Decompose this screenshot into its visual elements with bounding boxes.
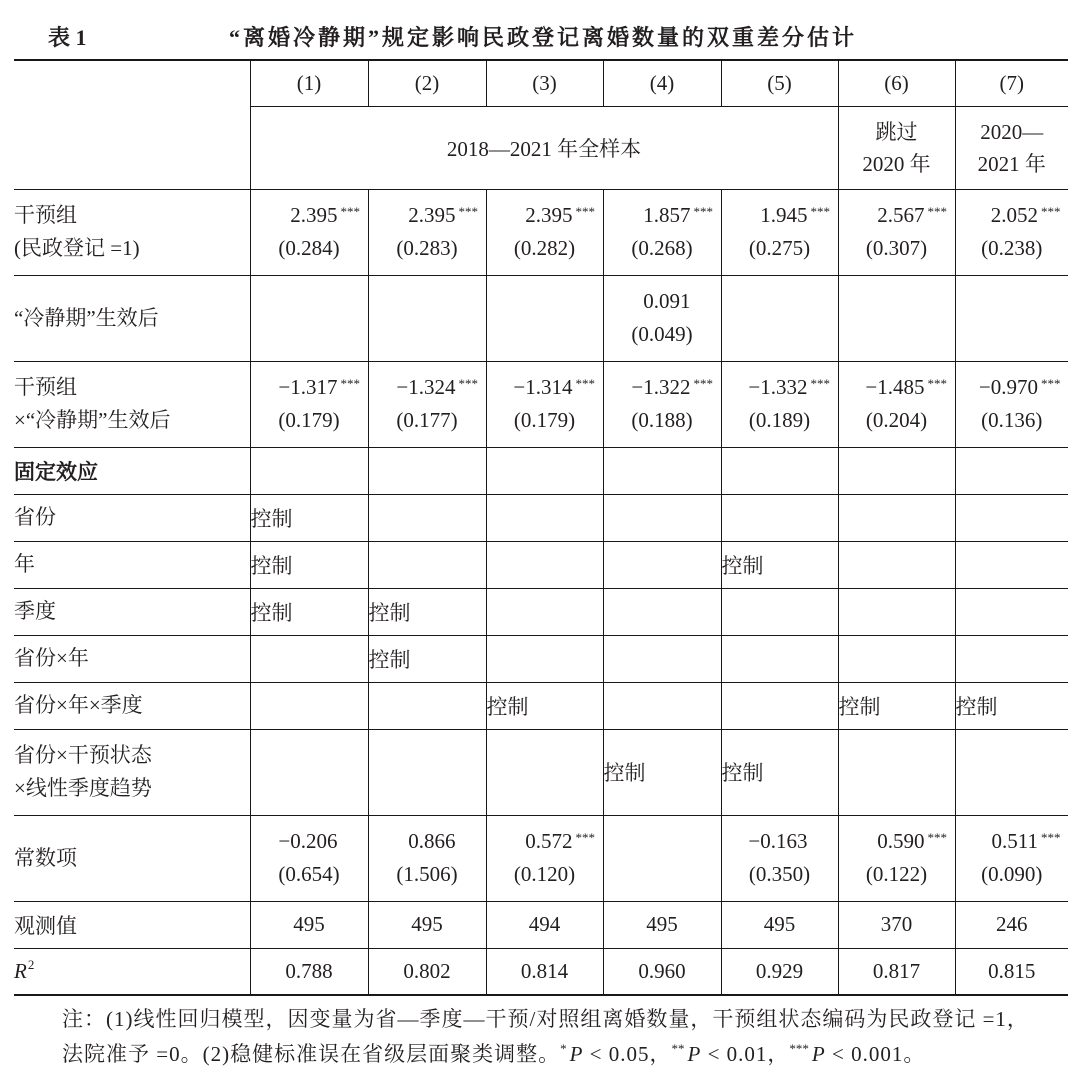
coefficient-value: 1.945 xyxy=(760,203,808,227)
coefficient-value: −0.163 xyxy=(748,829,808,853)
sample-label-line: 2020— xyxy=(980,119,1044,144)
control-indicator: 控制 xyxy=(250,494,368,541)
note-text: < 0.05， xyxy=(583,1042,672,1066)
standard-error: (0.090) xyxy=(981,862,1043,886)
coefficient-line xyxy=(369,371,486,404)
coefficient xyxy=(631,375,713,399)
empty-cell xyxy=(838,635,955,682)
coefficient xyxy=(290,203,360,227)
note-text: 法院准予 =0。(2)稳健标准误在省级层面聚类调整。 xyxy=(62,1042,561,1066)
estimate-cell xyxy=(250,189,368,275)
fixed-effect-row xyxy=(14,729,1068,815)
row-label-line: 省份×年×季度 xyxy=(14,693,143,717)
column-number: (1) xyxy=(250,60,368,106)
coefficient-line xyxy=(956,371,1069,404)
empty-cell xyxy=(368,541,486,588)
coefficient-line xyxy=(956,199,1069,232)
coefficient xyxy=(513,375,595,399)
coefficient xyxy=(525,829,595,853)
coefficient xyxy=(408,203,478,227)
sample-full-period: 2018—2021 年全样本 xyxy=(250,106,838,189)
coefficient-line xyxy=(251,199,368,232)
estimate-cell xyxy=(486,361,603,447)
empty-cell xyxy=(250,682,368,729)
row-label-line: 省份 xyxy=(14,505,56,529)
column-number: (7) xyxy=(955,60,1068,106)
control-indicator: 控制 xyxy=(721,729,838,815)
coefficient-value: 0.572 xyxy=(525,829,573,853)
empty-cell xyxy=(721,494,838,541)
empty-cell xyxy=(486,588,603,635)
coefficient-value: 2.567 xyxy=(877,203,925,227)
standard-error: (0.238) xyxy=(981,236,1043,260)
empty-cell xyxy=(838,494,955,541)
row-label xyxy=(14,361,250,447)
row-label xyxy=(14,815,250,901)
coefficient-line xyxy=(839,825,955,858)
coefficient-value: 0.590 xyxy=(877,829,925,853)
standard-error: (0.049) xyxy=(631,322,693,346)
statistic-value: 0.814 xyxy=(486,948,603,995)
coefficient xyxy=(991,829,1061,853)
empty-cell xyxy=(955,447,1068,494)
empty-cell xyxy=(368,494,486,541)
statistic-value: 495 xyxy=(368,901,486,948)
empty-cell xyxy=(250,275,368,361)
statistic-value: 495 xyxy=(603,901,721,948)
coefficient xyxy=(643,289,690,313)
statistic-value: 0.788 xyxy=(250,948,368,995)
empty-cell xyxy=(603,815,721,901)
significance-marker: *** xyxy=(789,1041,809,1056)
estimate-cell xyxy=(486,189,603,275)
statistic-value: 0.960 xyxy=(603,948,721,995)
empty-cell xyxy=(955,541,1068,588)
estimate-cell xyxy=(721,361,838,447)
standard-error: (0.350) xyxy=(748,862,811,886)
coefficient-line xyxy=(604,371,721,404)
significance-stars: *** xyxy=(1041,830,1061,845)
table-note xyxy=(62,1002,1029,1072)
control-indicator: 控制 xyxy=(250,541,368,588)
row-label xyxy=(14,275,250,361)
row-label xyxy=(14,494,250,541)
p-value-symbol: P xyxy=(569,1042,584,1066)
estimate-cell xyxy=(603,361,721,447)
row-label xyxy=(14,541,250,588)
empty-cell xyxy=(486,635,603,682)
empty-cell xyxy=(838,588,955,635)
empty-cell xyxy=(486,494,603,541)
row-label xyxy=(14,588,250,635)
coefficient xyxy=(760,203,830,227)
empty-cell xyxy=(721,275,838,361)
coefficient-line xyxy=(487,199,603,232)
statistic-value: 246 xyxy=(955,901,1068,948)
note-line-2 xyxy=(62,1037,1029,1072)
empty-cell xyxy=(368,682,486,729)
significance-stars: *** xyxy=(927,376,947,391)
standard-error: (0.189) xyxy=(748,408,811,432)
r-squared-symbol: R xyxy=(14,958,27,983)
empty-cell xyxy=(955,494,1068,541)
note-text: < 0.01， xyxy=(701,1042,790,1066)
significance-stars: *** xyxy=(1041,376,1061,391)
control-indicator: 控制 xyxy=(368,635,486,682)
column-number: (5) xyxy=(721,60,838,106)
statistic-value: 495 xyxy=(721,901,838,948)
empty-cell xyxy=(838,729,955,815)
empty-cell xyxy=(603,588,721,635)
empty-cell xyxy=(250,635,368,682)
significance-stars: *** xyxy=(575,204,595,219)
estimate-cell xyxy=(721,189,838,275)
significance-stars: *** xyxy=(810,376,830,391)
estimate-cell xyxy=(603,275,721,361)
empty-cell xyxy=(955,635,1068,682)
fixed-effects-heading-row xyxy=(14,447,1068,494)
significance-marker: ** xyxy=(671,1041,685,1056)
row-label xyxy=(14,635,250,682)
significance-stars: *** xyxy=(927,204,947,219)
coefficient-value: −1.324 xyxy=(396,375,456,399)
coefficient xyxy=(748,829,807,853)
estimate-cell xyxy=(250,361,368,447)
control-indicator: 控制 xyxy=(721,541,838,588)
statistic-value: 0.815 xyxy=(955,948,1068,995)
standard-error: (0.179) xyxy=(278,408,340,432)
empty-cell xyxy=(721,447,838,494)
coefficient-value: 2.395 xyxy=(290,203,338,227)
statistic-value: 0.817 xyxy=(838,948,955,995)
coefficient-value: 2.395 xyxy=(525,203,573,227)
row-label xyxy=(14,901,250,948)
significance-stars: *** xyxy=(575,376,595,391)
row-label xyxy=(14,729,250,815)
significance-stars: *** xyxy=(458,204,478,219)
column-number: (4) xyxy=(603,60,721,106)
estimate-cell xyxy=(721,815,838,901)
empty-cell xyxy=(486,275,603,361)
coefficient xyxy=(865,375,947,399)
coefficient-line xyxy=(487,825,603,858)
estimate-cell xyxy=(250,815,368,901)
constant-row xyxy=(14,815,1068,901)
table-title: “离婚冷静期”规定影响民政登记离婚数量的双重差分估计 xyxy=(228,25,857,50)
estimate-cell xyxy=(368,815,486,901)
coefficient-value: −1.314 xyxy=(513,375,573,399)
coefficient-line xyxy=(722,825,838,858)
standard-error: (0.177) xyxy=(396,408,458,432)
standard-error: (0.136) xyxy=(981,408,1043,432)
coefficient-value: −0.970 xyxy=(978,375,1038,399)
coefficient xyxy=(978,375,1061,399)
row-label-line: 省份×干预状态 xyxy=(14,743,152,767)
sample-label-line: 2021 年 xyxy=(977,151,1046,176)
fixed-effect-row xyxy=(14,588,1068,635)
row-label-line: (民政登记 =1) xyxy=(14,236,140,260)
coefficient-line xyxy=(722,199,838,232)
coefficient-value: 2.052 xyxy=(990,203,1038,227)
empty-cell xyxy=(721,588,838,635)
row-label-line: 干预组 xyxy=(14,375,77,399)
estimate-cell xyxy=(486,815,603,901)
table-body xyxy=(14,60,1068,995)
column-number: (2) xyxy=(368,60,486,106)
row-label-line: 省份×年 xyxy=(14,646,89,670)
coefficient-line xyxy=(839,371,955,404)
coefficient xyxy=(990,203,1061,227)
sample-col6 xyxy=(838,106,955,189)
row-label xyxy=(14,948,250,995)
coefficient-row xyxy=(14,275,1068,361)
coefficient xyxy=(643,203,713,227)
stub-head xyxy=(14,60,250,189)
standard-error: (0.122) xyxy=(865,862,928,886)
column-number: (6) xyxy=(838,60,955,106)
coefficient-line xyxy=(369,825,486,858)
coefficient xyxy=(525,203,595,227)
row-label-line: ×“冷静期”生效后 xyxy=(14,408,171,432)
fixed-effects-heading: 固定效应 xyxy=(14,447,250,494)
coefficient xyxy=(396,375,478,399)
estimate-cell xyxy=(955,361,1068,447)
coefficient-value: 1.857 xyxy=(643,203,691,227)
coefficient-value: −1.332 xyxy=(748,375,808,399)
empty-cell xyxy=(838,275,955,361)
sample-label-line: 2020 年 xyxy=(862,151,931,176)
standard-error: (0.120) xyxy=(513,862,576,886)
empty-cell xyxy=(721,682,838,729)
coefficient xyxy=(877,203,947,227)
control-indicator: 控制 xyxy=(955,682,1068,729)
p-value-symbol: P xyxy=(687,1042,702,1066)
fixed-effect-row xyxy=(14,541,1068,588)
estimate-cell xyxy=(838,361,955,447)
standard-error: (0.654) xyxy=(278,862,340,886)
empty-cell xyxy=(368,447,486,494)
coefficient-line xyxy=(251,825,368,858)
estimate-cell xyxy=(955,815,1068,901)
coefficient-line xyxy=(369,199,486,232)
standard-error: (0.268) xyxy=(631,236,693,260)
p-value-symbol: P xyxy=(811,1042,826,1066)
statistic-label: 观测值 xyxy=(14,913,77,938)
significance-marker: * xyxy=(560,1041,567,1056)
control-indicator: 控制 xyxy=(368,588,486,635)
coefficient-value: −1.485 xyxy=(865,375,925,399)
coefficient-line xyxy=(604,285,721,318)
regression-table xyxy=(14,59,1068,996)
control-indicator: 控制 xyxy=(250,588,368,635)
significance-stars: *** xyxy=(1041,204,1061,219)
sample-label-line: 跳过 xyxy=(875,119,918,144)
significance-stars: *** xyxy=(575,830,595,845)
statistic-row xyxy=(14,948,1068,995)
note-line-1: 注：(1)线性回归模型，因变量为省—季度—干预/对照组离婚数量，干预组状态编码为民政登记 =1， xyxy=(62,1007,1029,1031)
coefficient-value: −1.317 xyxy=(278,375,338,399)
fixed-effect-row xyxy=(14,494,1068,541)
coefficient xyxy=(748,375,830,399)
empty-cell xyxy=(603,494,721,541)
significance-stars: *** xyxy=(340,376,360,391)
statistic-value: 0.929 xyxy=(721,948,838,995)
estimate-cell xyxy=(368,189,486,275)
row-label-line: ×线性季度趋势 xyxy=(14,776,152,800)
row-label-line: “冷静期”生效后 xyxy=(14,305,159,330)
estimate-cell xyxy=(603,189,721,275)
note-text: < 0.001。 xyxy=(825,1042,926,1066)
empty-cell xyxy=(838,541,955,588)
control-indicator: 控制 xyxy=(838,682,955,729)
empty-cell xyxy=(486,729,603,815)
standard-error: (0.283) xyxy=(396,236,458,260)
significance-stars: *** xyxy=(340,204,360,219)
table-number: 表 1 xyxy=(48,25,87,50)
empty-cell xyxy=(250,729,368,815)
row-label-line: 季度 xyxy=(14,599,56,623)
coefficient-value: −1.322 xyxy=(631,375,691,399)
coefficient-value: 0.091 xyxy=(643,289,691,313)
standard-error: (0.179) xyxy=(513,408,576,432)
standard-error: (0.188) xyxy=(631,408,693,432)
row-label-line: 干预组 xyxy=(14,203,77,227)
significance-stars: *** xyxy=(693,204,713,219)
coefficient-line xyxy=(956,825,1069,858)
r-squared-exponent: 2 xyxy=(27,956,35,972)
coefficient-line xyxy=(722,371,838,404)
standard-error: (1.506) xyxy=(396,862,458,886)
fixed-effect-row xyxy=(14,635,1068,682)
empty-cell xyxy=(603,447,721,494)
standard-error: (0.282) xyxy=(513,236,576,260)
coefficient-value: 0.511 xyxy=(991,829,1038,853)
row-label xyxy=(14,189,250,275)
standard-error: (0.284) xyxy=(278,236,340,260)
significance-stars: *** xyxy=(458,376,478,391)
estimate-cell xyxy=(368,361,486,447)
coefficient-row xyxy=(14,189,1068,275)
fixed-effect-row xyxy=(14,682,1068,729)
estimate-cell xyxy=(955,189,1068,275)
coefficient-row xyxy=(14,361,1068,447)
control-indicator: 控制 xyxy=(486,682,603,729)
coefficient xyxy=(278,375,360,399)
statistic-row xyxy=(14,901,1068,948)
coefficient-line xyxy=(487,371,603,404)
column-number: (3) xyxy=(486,60,603,106)
sample-col7 xyxy=(955,106,1068,189)
standard-error: (0.307) xyxy=(865,236,928,260)
coefficient-value: 2.395 xyxy=(408,203,456,227)
standard-error: (0.275) xyxy=(748,236,811,260)
coefficient xyxy=(408,829,455,853)
coefficient-line xyxy=(604,199,721,232)
statistic-value: 494 xyxy=(486,901,603,948)
row-label-line: 年 xyxy=(14,552,35,576)
empty-cell xyxy=(838,447,955,494)
statistic-value: 0.802 xyxy=(368,948,486,995)
empty-cell xyxy=(955,588,1068,635)
column-number-row xyxy=(14,60,1068,106)
statistic-value: 370 xyxy=(838,901,955,948)
empty-cell xyxy=(250,447,368,494)
statistic-value: 495 xyxy=(250,901,368,948)
coefficient-value: 0.866 xyxy=(408,829,456,853)
empty-cell xyxy=(368,729,486,815)
empty-cell xyxy=(368,275,486,361)
coefficient-line xyxy=(839,199,955,232)
control-indicator: 控制 xyxy=(603,729,721,815)
estimate-cell xyxy=(838,189,955,275)
empty-cell xyxy=(603,682,721,729)
empty-cell xyxy=(603,635,721,682)
empty-cell xyxy=(955,729,1068,815)
row-label xyxy=(14,682,250,729)
empty-cell xyxy=(603,541,721,588)
coefficient-value: −0.206 xyxy=(278,829,338,853)
significance-stars: *** xyxy=(810,204,830,219)
row-label-line: 常数项 xyxy=(14,845,77,870)
empty-cell xyxy=(486,541,603,588)
standard-error: (0.204) xyxy=(865,408,928,432)
empty-cell xyxy=(721,635,838,682)
coefficient-line xyxy=(251,371,368,404)
coefficient xyxy=(877,829,947,853)
significance-stars: *** xyxy=(693,376,713,391)
estimate-cell xyxy=(838,815,955,901)
empty-cell xyxy=(486,447,603,494)
coefficient xyxy=(278,829,337,853)
significance-stars: *** xyxy=(927,830,947,845)
empty-cell xyxy=(955,275,1068,361)
